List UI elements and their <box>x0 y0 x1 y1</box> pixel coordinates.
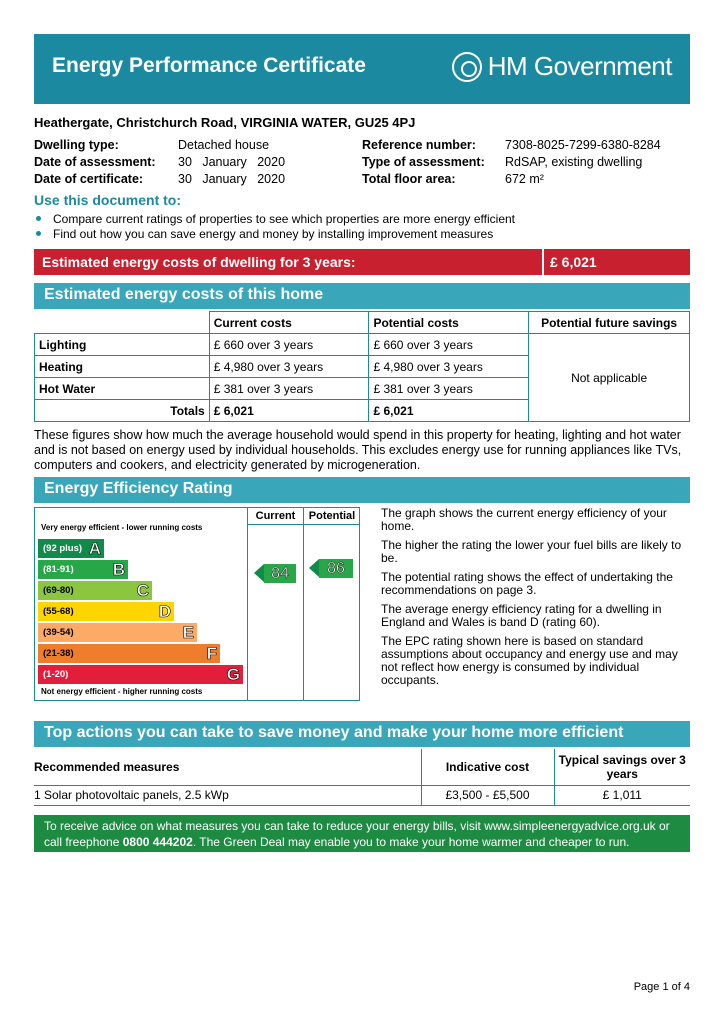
divider <box>303 508 304 700</box>
potential-rating-marker <box>319 559 353 578</box>
saving-cell: £ 1,011 <box>554 785 690 805</box>
table-header-row <box>34 749 690 785</box>
advice-banner <box>34 815 690 852</box>
explanation-paragraph: The graph shows the current energy efficiency of your home. <box>381 506 667 533</box>
advice-text: . The Green Deal may enable you to make your home warmer and cheaper to run. <box>192 835 630 849</box>
reference-label: Reference number: <box>362 138 476 152</box>
row-label: Heating <box>35 356 210 378</box>
divider <box>247 524 359 525</box>
crest-icon <box>452 52 482 82</box>
explanation-paragraph: The EPC rating shown here is based on standard assumptions about occupancy and energy use and may not reflect how energy is consumed by individual occupants. <box>381 634 678 687</box>
explanation-paragraph: The higher the rating the lower your fuel bills are likely to be. <box>381 538 682 565</box>
advice-line <box>44 834 690 850</box>
band-letter: B <box>112 560 125 579</box>
use-document-list <box>34 212 515 242</box>
actions-table <box>34 749 690 806</box>
explanation-paragraph: The average energy efficiency rating for a dwelling in England and Wales is band D (rating 60). <box>381 602 662 629</box>
band-letter: D <box>158 602 171 621</box>
band-f <box>38 644 220 663</box>
current-cost-cell: £ 381 over 3 years <box>209 378 369 400</box>
band-range: (81-91) <box>43 564 74 575</box>
band-c <box>38 581 152 600</box>
future-savings-cell: Not applicable <box>529 334 690 422</box>
band-d <box>38 602 174 621</box>
row-label: Hot Water <box>35 378 210 400</box>
assessment-date-label: Date of assessment: <box>34 155 156 169</box>
actions-section-heading: Top actions you can take to save money and make your home more efficient <box>34 721 690 747</box>
band-g <box>38 665 243 684</box>
band-letter: F <box>206 644 217 663</box>
dwelling-type-label: Dwelling type: <box>34 138 119 152</box>
band-range: (1-20) <box>43 669 69 680</box>
use-document-heading: Use this document to: <box>34 192 182 208</box>
current-total: £ 6,021 <box>209 400 369 422</box>
potential-column-header: Potential <box>308 510 356 522</box>
efficient-label: Very energy efficient - lower running costs <box>41 523 203 532</box>
band-a <box>38 539 104 558</box>
potential-cost-cell: £ 4,980 over 3 years <box>369 356 529 378</box>
costs-section-heading: Estimated energy costs of this home <box>34 283 690 309</box>
certificate-date-label: Date of certificate: <box>34 172 144 186</box>
potential-cost-cell: £ 660 over 3 years <box>369 334 529 356</box>
blank-header <box>35 312 210 334</box>
brand-text: HM Government <box>487 51 672 81</box>
rating-explanation <box>381 507 690 693</box>
measure-cell: 1 Solar photovoltaic panels, 2.5 kWp <box>34 785 421 805</box>
energy-rating-chart <box>34 507 360 701</box>
estimated-costs-banner <box>34 249 690 275</box>
totals-label: Totals <box>35 400 210 422</box>
potential-cost-cell: £ 381 over 3 years <box>369 378 529 400</box>
assessment-type-label: Type of assessment: <box>362 155 485 169</box>
inefficient-label: Not energy efficient - higher running costs <box>41 687 203 696</box>
potential-rating-value: 86 <box>327 560 345 577</box>
advice-line: To receive advice on what measures you can take to reduce your energy bills, visit www.simpleenergyadvice.org.uk or <box>44 819 670 833</box>
property-address: Heathergate, Christchurch Road, VIRGINIA WATER, GU25 4PJ <box>34 115 416 130</box>
current-cost-cell: £ 660 over 3 years <box>209 334 369 356</box>
header-bar <box>34 34 690 104</box>
potential-costs-header: Potential costs <box>369 312 529 334</box>
estimated-costs-label: Estimated energy costs of dwelling for 3 years: <box>42 254 356 270</box>
band-range: (21-38) <box>43 648 74 659</box>
current-rating-value: 84 <box>271 565 289 582</box>
savings-header: Potential future savings <box>529 312 690 334</box>
band-letter: A <box>88 539 101 558</box>
assessment-date-value: 30 January 2020 <box>178 155 286 169</box>
costs-note: These figures show how much the average household would spend in this property for heating, lighting and hot water and is not based on energy used by individual households. This excludes energy use for running appliances like TVs, computers and cookers, and electricity generated by microgeneration. <box>34 428 682 472</box>
page-number: Page 1 of 4 <box>633 981 690 993</box>
reference-value: 7308-8025-7299-6380-8284 <box>505 138 661 152</box>
page-title: Energy Performance Certificate <box>52 54 366 77</box>
advice-text: call freephone <box>44 835 123 849</box>
band-range: (55-68) <box>43 606 74 617</box>
divider <box>247 508 248 700</box>
cost-header: Indicative cost <box>421 749 554 785</box>
band-range: (92 plus) <box>43 543 83 554</box>
assessment-type-value: RdSAP, existing dwelling <box>505 155 643 169</box>
certificate-date-value: 30 January 2020 <box>178 172 286 186</box>
band-range: (39-54) <box>43 627 74 638</box>
current-cost-cell: £ 4,980 over 3 years <box>209 356 369 378</box>
floor-area-value: 672 m² <box>505 172 544 186</box>
table-row <box>35 334 690 356</box>
costs-table <box>34 311 690 422</box>
band-b <box>38 560 128 579</box>
floor-area-label: Total floor area: <box>362 172 456 186</box>
band-e <box>38 623 197 642</box>
row-label: Lighting <box>35 334 210 356</box>
explanation-paragraph: The potential rating shows the effect of undertaking the recommendations on page 3. <box>381 570 673 597</box>
rating-section-heading: Energy Efficiency Rating <box>34 477 690 503</box>
current-rating-marker <box>264 564 296 583</box>
dwelling-type-value: Detached house <box>178 138 270 152</box>
cost-cell: £3,500 - £5,500 <box>421 785 554 805</box>
band-range: (69-80) <box>43 585 74 596</box>
measures-header: Recommended measures <box>34 749 421 785</box>
estimated-costs-value: £ 6,021 <box>550 254 597 270</box>
freephone-number: 0800 444202 <box>122 835 193 849</box>
savings-header: Typical savings over 3 years <box>554 749 690 785</box>
band-letter: C <box>136 581 149 600</box>
potential-total: £ 6,021 <box>369 400 529 422</box>
current-costs-header: Current costs <box>209 312 369 334</box>
table-row <box>34 785 690 805</box>
list-item: Compare current ratings of properties to see which properties are more energy efficient <box>34 212 515 227</box>
list-item: Find out how you can save energy and money by installing improvement measures <box>34 227 515 242</box>
band-letter: E <box>182 623 194 642</box>
band-letter: G <box>226 665 240 684</box>
current-column-header: Current <box>255 510 296 522</box>
divider <box>542 249 544 275</box>
hm-government-logo <box>452 51 672 82</box>
table-header-row <box>35 312 690 334</box>
